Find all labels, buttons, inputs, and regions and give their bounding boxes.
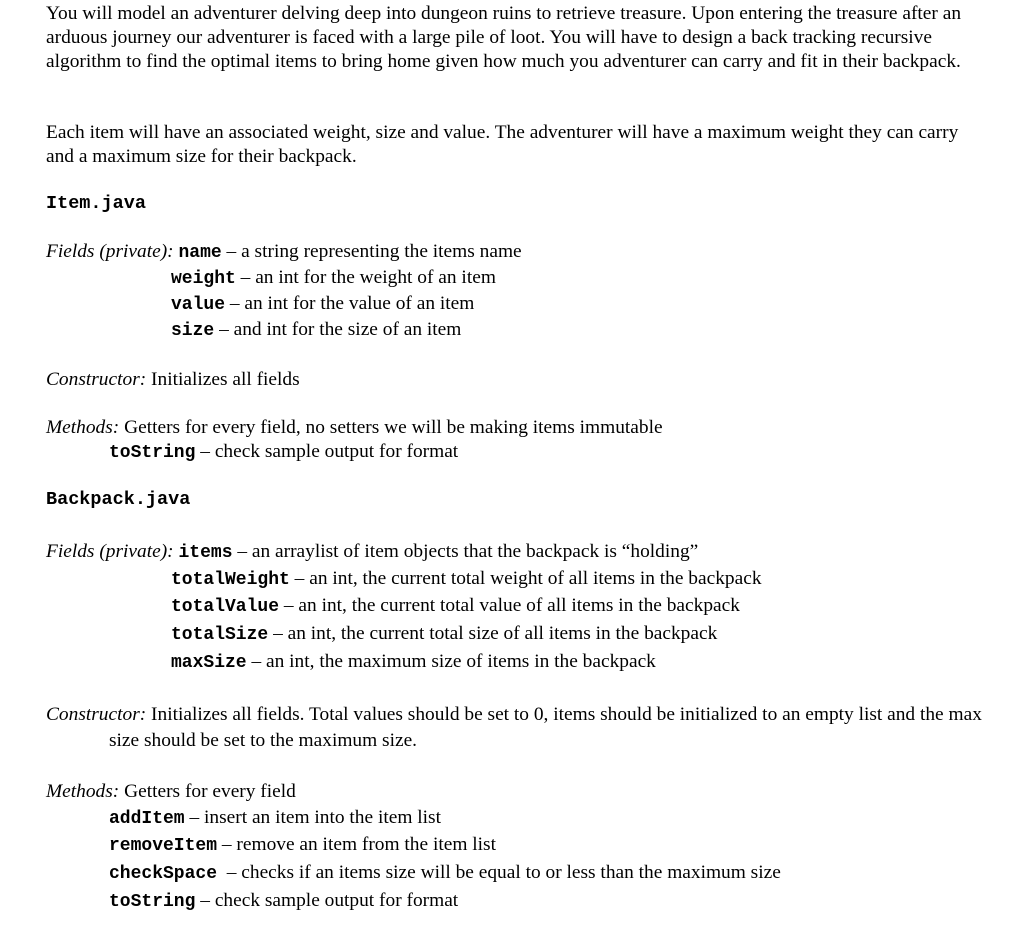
field-name: size	[171, 321, 215, 341]
field-desc: – an int for the weight of an item	[235, 267, 496, 288]
item-method-row	[109, 440, 458, 465]
item-field-row	[171, 292, 474, 317]
backpack-java-heading: Backpack.java	[46, 489, 191, 510]
methods-text: Getters for every field	[119, 781, 296, 802]
backpack-method-row	[109, 861, 781, 886]
method-desc: – checks if an items size will be equal to or less than the maximum size	[217, 862, 781, 883]
methods-text: Getters for every field, no setters we will be making items immutable	[119, 417, 663, 438]
constructor-text: Initializes all fields. Total values should be set to 0, items should be initialized to an empty list and the max size should be set to the maximum size.	[109, 704, 982, 751]
constructor-label: Constructor:	[46, 704, 147, 725]
method-desc: – insert an item into the item list	[184, 807, 441, 828]
method-desc: – check sample output for format	[195, 890, 459, 911]
fields-label: Fields (private):	[46, 241, 174, 262]
methods-label: Methods:	[46, 781, 120, 802]
method-desc: – remove an item from the item list	[217, 834, 496, 855]
fields-label: Fields (private):	[46, 541, 174, 562]
method-name: addItem	[109, 809, 185, 829]
methods-label: Methods:	[46, 417, 120, 438]
field-name: totalWeight	[171, 570, 290, 590]
field-desc: – an int, the maximum size of items in the backpack	[246, 651, 656, 672]
constructor-text: Initializes all fields	[146, 369, 300, 390]
field-name: value	[171, 295, 226, 315]
backpack-method-row	[109, 806, 441, 831]
item-field-row	[171, 318, 461, 343]
intro-paragraph-2: Each item will have an associated weight, size and value. The adventurer will have a maximum weight they can carry and a maximum size for their backpack.	[46, 122, 959, 167]
method-name: checkSpace	[109, 864, 218, 884]
field-desc: – an arraylist of item objects that the backpack is “holding”	[232, 541, 699, 562]
backpack-methods-row	[46, 780, 296, 804]
field-desc: – an int for the value of an item	[225, 293, 475, 314]
field-name: totalValue	[171, 597, 280, 617]
field-desc: – an int, the current total size of all items in the backpack	[268, 623, 718, 644]
field-desc: – an int, the current total weight of all items in the backpack	[289, 568, 762, 589]
backpack-field-row	[171, 594, 740, 619]
field-name: weight	[171, 269, 236, 289]
backpack-field-row	[46, 540, 698, 565]
method-name: removeItem	[109, 836, 218, 856]
backpack-method-row	[109, 889, 458, 914]
item-constructor-row	[46, 368, 300, 392]
field-name: totalSize	[171, 625, 269, 645]
constructor-label: Constructor:	[46, 369, 147, 390]
field-name: items	[178, 543, 233, 563]
method-name: toString	[109, 892, 196, 912]
field-name: name	[178, 243, 222, 263]
field-desc: – an int, the current total value of all items in the backpack	[279, 595, 740, 616]
field-desc: – a string representing the items name	[221, 241, 522, 262]
backpack-field-row	[171, 622, 717, 647]
backpack-field-row	[171, 650, 656, 675]
item-java-heading: Item.java	[46, 193, 146, 214]
item-field-row	[46, 240, 522, 265]
intro-paragraph: You will model an adventurer delving deep into dungeon ruins to retrieve treasure. Upon entering the treasure after an arduous journey our adventurer is faced with a large pile of loot. You will have to design a back tracking recursive algorithm to find the optimal items to bring home given how much you adventurer can carry and fit in their backpack.	[46, 3, 962, 72]
field-desc: – and int for the size of an item	[214, 319, 462, 340]
method-desc: – check sample output for format	[195, 441, 459, 462]
backpack-method-row	[109, 833, 496, 858]
item-field-row	[171, 266, 496, 291]
backpack-constructor-row	[46, 702, 991, 754]
field-name: maxSize	[171, 653, 247, 673]
backpack-field-row	[171, 567, 762, 592]
method-name: toString	[109, 443, 196, 463]
item-methods-row	[46, 416, 663, 440]
